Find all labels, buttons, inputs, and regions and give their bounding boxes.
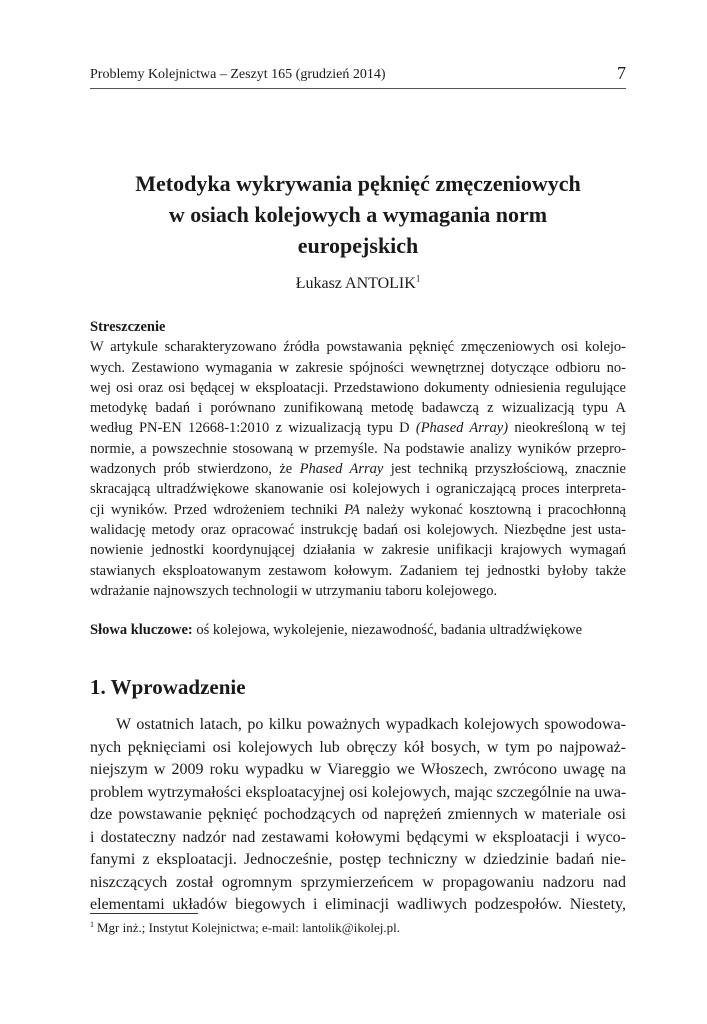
footnote-mark: 1	[90, 919, 94, 929]
abstract-line-7-end: jest techniką przyszłościową, znacznie	[383, 461, 626, 478]
journal-name: Problemy Kolejnictwa – Zeszyt 165 (grudzień 2014)	[90, 67, 386, 82]
body-line: niejszym w 2009 roku wypadku w Viareggio we Włoszech, zwrócono uwagę na	[90, 761, 626, 778]
body-line: fanymi z eksploatacji. Jednocześnie, postęp techniczny w dziedzinie badań nie-	[90, 851, 626, 868]
abstract-line-9-end: należy wykonać kosztowną i pracochłonną	[360, 501, 626, 518]
footnote	[90, 919, 626, 936]
title-line-2: w osiach kolejowych a wymagania norm	[168, 202, 548, 227]
keywords-text: oś kolejowa, wykolejenie, niezawodność, badania ultradźwiękowe	[192, 622, 583, 638]
body-line: elementami układów biegowych i eliminacji wadliwych podzespołów. Niestety,	[90, 896, 626, 913]
body-line: problem wytrzymałości eksploatacyjnej osi kolejowych, mając szczególnie na uwa-	[90, 783, 627, 801]
abstract-line	[90, 418, 626, 438]
section-heading: 1. Wprowadzenie	[90, 675, 246, 699]
abstract-line: skracającą ultradźwiękowe skanowanie osi kolejowych i ograniczającą proces interpreta-	[90, 481, 626, 498]
body-line: W ostatnich latach, po kilku poważnych wypadkach kolejowych spowodowa-	[116, 716, 626, 733]
abstract-line: metodykę badań i porównano zunifikowaną metodę badawczą z wizualizacją typu A	[90, 400, 626, 417]
title-line-3: europejskich	[297, 233, 419, 258]
author	[90, 274, 626, 294]
section-body	[90, 714, 626, 917]
abstract-line-5-start: według PN-EN 12668-1:2010 z wizualizacją typu D	[90, 420, 416, 437]
author-name: Łukasz ANTOLIK	[295, 275, 416, 292]
abstract-text	[90, 337, 626, 601]
abstract-line: wdrażanie najnowszych technologii w utrzymaniu taboru kolejowego.	[90, 582, 498, 599]
abstract-line: wych. Zestawiono wymagania w zakresie spójności wewnętrznej dotyczące odbioru no-	[90, 359, 626, 376]
abstract-line	[90, 500, 626, 520]
body-line: niszczących został ogromnym sprzymierzeńcem w propagowaniu nadzoru nad	[90, 873, 626, 891]
page-number: 7	[617, 63, 626, 83]
abstract	[90, 317, 626, 601]
running-header	[90, 63, 626, 84]
phased-array-term: (Phased Array)	[415, 420, 509, 437]
keywords	[90, 620, 626, 640]
footnote-text: Mgr inż.; Instytut Kolejnictwa; e-mail: lantolik@ikolej.pl.	[97, 920, 400, 935]
abstract-line: walidację metody oraz opracować instrukcję badań osi kolejowych. Niezbędne jest usta-	[90, 521, 626, 538]
abstract-line: stawianych eksploatowanym zestawom kołowym. Zadaniem tej jednostki byłoby także	[90, 562, 626, 579]
abstract-line	[90, 459, 626, 479]
abstract-line-7-start: wadzonych prób stwierdzono, że	[90, 461, 300, 478]
footnote-rule	[90, 913, 198, 914]
title-line-1: Metodyka wykrywania pęknięć zmęczeniowych	[135, 171, 581, 196]
article-title	[90, 168, 626, 261]
body-line: i dostateczny nadzór nad zestawami kołowymi będącymi w eksploatacji i wyco-	[90, 828, 626, 846]
abstract-line: wej osi oraz osi będącej w eksploatacji. Przedstawiono dokumenty odniesienia regulujące	[90, 379, 626, 396]
abstract-line-9-start: cji wyników. Przed wdrożeniem techniki	[90, 501, 345, 518]
abstract-line: normie, a powszechnie stosowaną w przemyśle. Na podstawie analizy wyników przepro-	[90, 440, 626, 457]
body-line: nych pęknięciami osi kolejowych lub obręczy kół bosych, w tym po najpoważ-	[90, 738, 626, 756]
body-line: dze powstawanie pęknięć pochodzących od naprężeń zmiennych w materiale osi	[90, 806, 626, 823]
abstract-line: nowienie jednostki koordynującej działania w zakresie unifikacji krajowych wymagań	[90, 542, 626, 559]
phased-array-term: Phased Array	[299, 461, 384, 478]
keywords-label: Słowa kluczowe:	[90, 622, 193, 638]
abstract-line-5-end: nieokreśloną w tej	[508, 420, 626, 437]
pa-term: PA	[344, 501, 361, 518]
abstract-heading: Streszczenie	[90, 319, 166, 335]
abstract-line: W artykule scharakteryzowano źródła powstawania pęknięć zmęczeniowych osi kolejo-	[90, 339, 626, 356]
author-footnote-mark: 1	[415, 273, 421, 284]
header-rule	[90, 88, 626, 89]
